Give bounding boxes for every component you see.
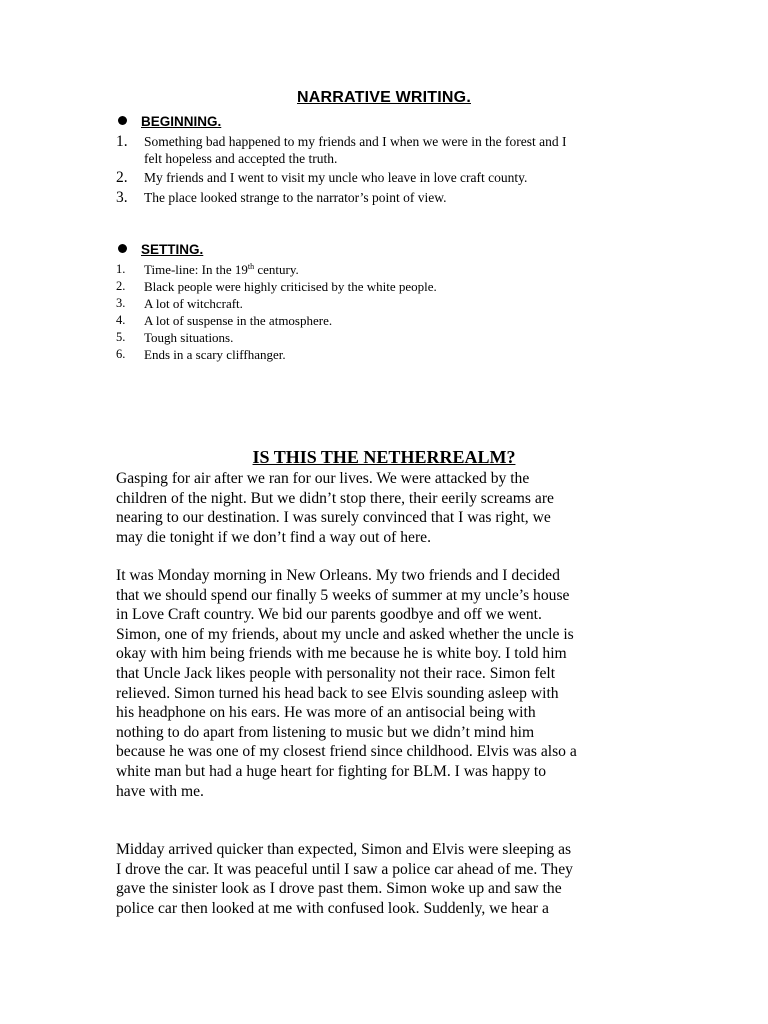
text-line: his headphone on his ears. He was more of an antisocial being with [116, 704, 536, 722]
list-text: Black people were highly criticised by the white people. [144, 279, 437, 294]
list-number: 1. [116, 262, 126, 276]
list-item [116, 295, 656, 312]
list-item [116, 346, 656, 363]
text-line: children of the night. But we didn’t stop there, their eerily screams are [116, 489, 554, 507]
story-paragraph-3 [116, 840, 656, 918]
list-text: A lot of suspense in the atmosphere. [144, 313, 333, 328]
list-item [116, 329, 656, 346]
document-title: NARRATIVE WRITING. [297, 89, 471, 106]
beginning-heading [118, 114, 221, 129]
list-number: 2. [116, 279, 126, 293]
text-line: relieved. Simon turned his head back to see Elvis sounding asleep with [116, 684, 559, 702]
text-line: Midday arrived quicker than expected, Simon and Elvis were sleeping as [116, 841, 572, 858]
text-line: because he was one of my closest friend since childhood. Elvis was also a [116, 743, 577, 761]
list-text: Time-line: In the 19 [144, 262, 248, 277]
text-line: It was Monday morning in New Orleans. My two friends and I decided [116, 567, 560, 584]
list-text: Tough situations. [144, 330, 234, 345]
list-number: 1. [116, 133, 128, 150]
list-number: 3. [116, 296, 126, 310]
list-item [116, 278, 656, 295]
text-line: in Love Craft country. We bid our parents goodbye and off we went. [116, 606, 542, 624]
list-text: A lot of witchcraft. [144, 296, 243, 311]
beginning-list [116, 134, 656, 209]
list-item [116, 170, 656, 187]
list-number: 6. [116, 347, 126, 361]
list-number: 2. [116, 169, 128, 186]
story-paragraph-2 [116, 566, 656, 801]
bullet-icon [118, 244, 127, 253]
list-item [116, 312, 656, 329]
text-line: have with me. [116, 782, 204, 800]
text-line: Gasping for air after we ran for our lives. We were attacked by the [116, 470, 530, 487]
text-line: that we should spend our finally 5 weeks of summer at my uncle’s house [116, 586, 570, 604]
list-text: felt hopeless and accepted the truth. [144, 150, 338, 166]
text-line: that Uncle Jack likes people with personality not their race. Simon felt [116, 664, 556, 682]
text-line: okay with him being friends with me because he is white boy. I told him [116, 645, 567, 663]
setting-list [116, 261, 656, 363]
story-title: IS THIS THE NETHERREALM? [252, 447, 516, 467]
list-number: 3. [116, 188, 128, 206]
bullet-icon [118, 116, 127, 125]
list-text: Something bad happened to my friends and I when we were in the forest and I [144, 134, 567, 149]
superscript: th [247, 262, 255, 271]
list-number: 5. [116, 330, 126, 344]
setting-heading [118, 242, 203, 257]
list-text: My friends and I went to visit my uncle who leave in love craft county. [144, 170, 528, 185]
setting-heading-label: SETTING. [141, 242, 204, 257]
list-text: century. [254, 262, 299, 277]
text-line: nothing to do apart from listening to music but we didn’t mind him [116, 723, 535, 741]
list-text: The place looked strange to the narrator’s point of view. [144, 189, 447, 205]
list-item [116, 134, 656, 167]
list-text: Ends in a scary cliffhanger. [144, 347, 286, 362]
text-line: may die tonight if we don’t find a way out of here. [116, 528, 431, 546]
text-line: police car then looked at me with confused look. Suddenly, we hear a [116, 899, 549, 917]
text-line: nearing to our destination. I was surely convinced that I was right, we [116, 509, 551, 527]
text-line: white man but had a huge heart for fighting for BLM. I was happy to [116, 762, 547, 780]
text-line: Simon, one of my friends, about my uncle and asked whether the uncle is [116, 625, 574, 643]
story-paragraph-1 [116, 469, 656, 547]
text-line: gave the sinister look as I drove past them. Simon woke up and saw the [116, 880, 562, 898]
list-item [116, 261, 656, 278]
list-item [116, 190, 656, 207]
beginning-heading-label: BEGINNING. [141, 114, 222, 129]
list-number: 4. [116, 313, 126, 327]
text-line: I drove the car. It was peaceful until I saw a police car ahead of me. They [116, 860, 573, 878]
